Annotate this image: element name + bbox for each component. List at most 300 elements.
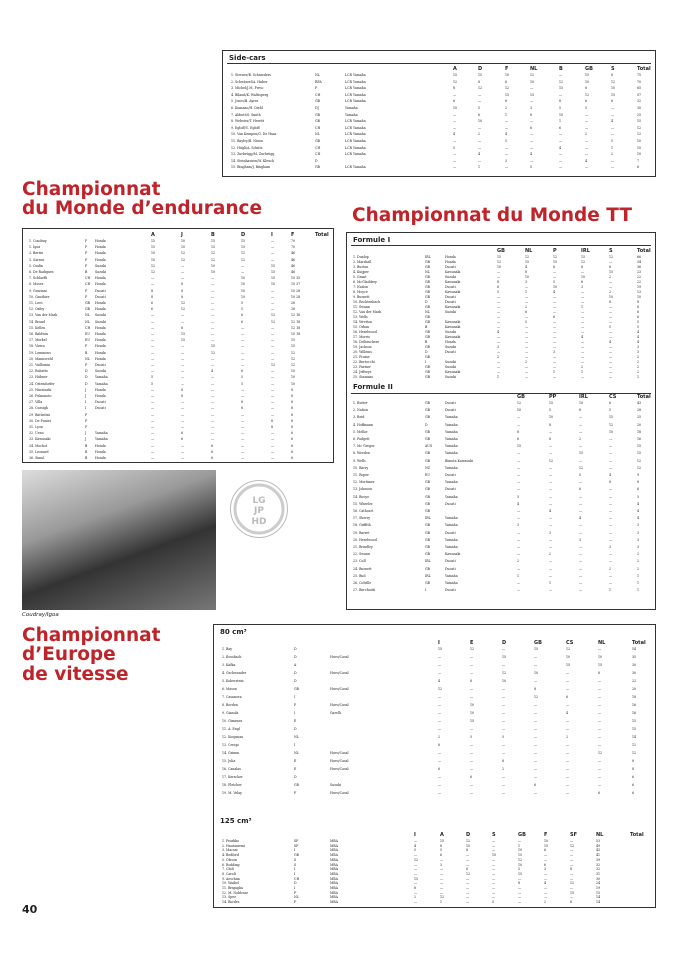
score-cell: — [241, 350, 245, 355]
total-cell: 3 [637, 545, 640, 549]
rider-name: 4. Biland/K. Waltisperg [231, 92, 269, 97]
rider-name: 14. Steinhausen/W. Kleuch [231, 158, 275, 163]
machine: Ducati [445, 285, 456, 289]
score-cell: — [440, 876, 444, 881]
machine: LCR Yamaha [345, 125, 366, 130]
score-cell: — [271, 325, 275, 330]
score-cell: — [211, 356, 215, 361]
machine: Huvo/Casal [330, 655, 349, 659]
score-cell: 8 [291, 387, 294, 392]
nationality: GB [425, 552, 430, 557]
score-cell: — [440, 881, 444, 886]
score-cell: — [517, 415, 521, 420]
score-cell: — [609, 501, 613, 506]
machine: Ducati [445, 401, 456, 405]
score-cell: — [211, 418, 215, 423]
score-cell: 5 [241, 307, 244, 312]
nationality: B [85, 270, 88, 274]
score-cell: — [525, 335, 529, 339]
score-cell: — [241, 456, 245, 460]
score-cell: — [525, 285, 529, 289]
score-cell: — [181, 319, 185, 324]
score-cell: — [241, 356, 245, 361]
score-cell: — [505, 145, 509, 150]
score-cell: — [151, 431, 155, 436]
score-cell: 8 [478, 79, 481, 84]
score-cell: 10 [291, 369, 296, 374]
rider-name: 6. Padgett [353, 437, 370, 441]
rider-name: 3. Reid [353, 415, 365, 420]
total-cell: 3 [637, 523, 640, 528]
rider-name: 10. Gauthier [29, 294, 50, 299]
rider-name: 14. Booye [353, 494, 369, 499]
score-cell: — [211, 412, 215, 417]
score-cell: — [241, 387, 245, 392]
score-cell: — [271, 239, 275, 243]
machine: Ducati [445, 295, 456, 299]
score-cell: — [579, 422, 583, 427]
nationality: D [85, 381, 88, 386]
rider-name: 21. Vuillemin [29, 363, 51, 367]
total-cell: 70 [637, 79, 642, 84]
score-cell: 4 [478, 152, 481, 157]
column-header: D [478, 66, 483, 72]
total-cell: 15 [632, 719, 637, 723]
score-cell: — [470, 687, 474, 691]
score-cell: 10 [271, 276, 276, 281]
rider-name: 13. Van der Mark [29, 313, 58, 318]
score-cell: 1 [611, 145, 614, 150]
nationality: GB [425, 375, 430, 379]
column-header: IRL [579, 394, 588, 400]
score-cell: 10 [611, 86, 616, 91]
score-cell: 15 [505, 92, 510, 97]
nationality: GB [425, 335, 430, 339]
score-cell: — [534, 743, 538, 747]
rider-name: 23. Cull [353, 559, 366, 564]
score-cell: — [241, 263, 245, 268]
score-cell: — [478, 139, 482, 143]
score-cell: — [549, 473, 553, 477]
score-cell: 53 [596, 839, 601, 843]
score-cell: 5 [579, 473, 582, 477]
score-cell: — [553, 335, 557, 339]
score-cell: — [579, 588, 583, 593]
score-cell: — [553, 345, 557, 349]
rider-name: 19. Jackson [353, 345, 372, 349]
machine: Ducati [445, 350, 456, 354]
score-cell: 10 [453, 106, 458, 110]
score-cell: 10 [518, 862, 523, 867]
column-header: Total [630, 832, 644, 838]
score-cell: 32 [596, 867, 601, 872]
nationality: D [294, 655, 297, 659]
score-cell: 8 [440, 843, 443, 848]
score-cell: 8 [181, 294, 184, 299]
score-cell: 1 [517, 573, 520, 578]
score-cell: 6 [530, 125, 533, 130]
nationality: SF [294, 843, 299, 848]
score-cell: — [581, 360, 585, 364]
score-cell: — [492, 857, 496, 862]
score-cell: — [271, 369, 275, 374]
rider-name: 5. Oudin [29, 263, 43, 268]
score-cell: — [271, 443, 275, 448]
total-cell: 1 [637, 375, 640, 379]
score-cell: — [271, 338, 275, 343]
nationality: GB [294, 853, 299, 858]
score-cell: 10 [241, 276, 246, 281]
score-cell: 8 [291, 425, 294, 429]
machine: Honda [95, 239, 106, 243]
machine: Kawasaki [445, 270, 461, 274]
score-cell: — [453, 165, 457, 170]
score-cell: 10 28 [291, 294, 301, 299]
score-cell: — [579, 501, 583, 506]
column-header: E [470, 640, 474, 646]
column-header: A [440, 832, 444, 838]
score-cell: 15 [570, 890, 575, 895]
score-cell: — [151, 425, 155, 429]
total-cell: 20 [637, 422, 642, 427]
rider-name: 11. A. Engl [222, 727, 240, 731]
score-cell: — [609, 370, 613, 374]
nationality: D [294, 775, 297, 779]
score-cell: 8 [611, 73, 614, 77]
total-cell: 6 [632, 775, 635, 779]
score-cell: — [553, 305, 557, 309]
score-cell: 14 [596, 895, 601, 900]
rider-name: 15. Orban [353, 325, 370, 329]
nationality: F [294, 900, 297, 905]
nationality: GB [425, 290, 430, 294]
score-cell: — [211, 437, 215, 442]
score-cell: — [438, 703, 442, 707]
score-cell: — [497, 320, 501, 324]
score-cell: — [181, 418, 185, 423]
score-cell: — [502, 719, 506, 723]
score-cell: — [598, 719, 602, 723]
nationality: NL [294, 735, 299, 739]
total-cell: 2 [637, 559, 640, 564]
rider-name: 17. Merkel [29, 338, 47, 343]
score-cell: — [581, 315, 585, 319]
score-cell: — [211, 338, 215, 343]
rider-name: 25. Hiwatashi [29, 387, 52, 392]
machine: LCR Yamaha [345, 79, 366, 84]
nationality: E [294, 767, 297, 771]
nationality: GB [425, 275, 430, 279]
score-cell: 15 [470, 719, 475, 723]
endurance-heading-line2: du Monde d’endurance [22, 198, 263, 220]
score-cell: 15 [241, 245, 246, 250]
rider-name: 26. Fukumoto [29, 394, 52, 398]
machine: Yamaha [445, 545, 458, 549]
rider-name: 16. Cathcart [353, 509, 374, 513]
machine: Suzuki [95, 270, 106, 274]
column-header: F [505, 66, 509, 72]
score-cell: 10 [241, 282, 246, 287]
score-cell: 2 [478, 132, 481, 137]
machine: Yamaha [95, 381, 108, 386]
score-cell: 10 [518, 848, 523, 853]
score-cell: — [609, 465, 613, 470]
score-cell: — [241, 449, 245, 454]
total-cell: 3 [637, 345, 640, 349]
score-cell: 3 [549, 530, 552, 535]
score-cell: 12 [570, 881, 575, 886]
machine: Kawasaki [445, 305, 461, 309]
rider-name: 12. Van der Mark [353, 310, 382, 314]
score-cell: 12 [470, 647, 475, 651]
score-cell: — [211, 319, 215, 324]
score-cell: 8 [181, 387, 184, 392]
nationality: F [85, 425, 88, 429]
total-cell: 4 [637, 335, 640, 339]
nationality: GB [425, 365, 430, 369]
score-cell: — [470, 663, 474, 667]
nationality: GB [425, 370, 430, 374]
rider-name: 9. Burnett [353, 295, 370, 299]
score-cell: — [549, 487, 553, 492]
column-header: P [553, 248, 557, 254]
rider-name: 8. Caroli [222, 871, 236, 876]
score-cell: 10 [181, 245, 186, 250]
total-cell: 6 [632, 783, 635, 787]
rider-name: 25. Bud [353, 573, 366, 578]
score-cell: 10 [291, 375, 296, 380]
score-cell: — [271, 245, 275, 250]
score-cell: — [598, 679, 602, 683]
machine: Huvo/Casal [330, 751, 349, 755]
score-cell: — [470, 767, 474, 771]
score-cell: — [151, 394, 155, 398]
rider-name: 8. Webster/T. Hewitt [231, 119, 265, 124]
score-cell: — [549, 465, 553, 470]
machine: Bimota Kawasaki [445, 458, 473, 463]
score-cell: — [497, 310, 501, 314]
machine: Yamaha [345, 106, 358, 110]
rider-name: 3. Bertin [29, 251, 44, 256]
score-cell: — [492, 881, 496, 886]
score-cell: 12 18 [291, 313, 301, 318]
score-cell: 15 [609, 270, 614, 274]
score-cell: 15 [271, 270, 276, 274]
tt-table [346, 232, 656, 610]
score-cell: 15 [502, 655, 507, 659]
score-cell: 5 [559, 106, 562, 110]
score-cell: — [502, 743, 506, 747]
score-cell: — [181, 425, 185, 429]
rider-name: 34. Mochot [29, 443, 48, 448]
score-cell: 4 [525, 265, 528, 269]
nationality: F [85, 294, 88, 299]
score-cell: 15 [478, 73, 483, 77]
score-cell: — [470, 743, 474, 747]
total-cell: 15 [637, 444, 642, 449]
score-cell: 10 37 [291, 282, 301, 287]
total-cell: 16 [632, 711, 637, 715]
score-cell: 12 [291, 350, 296, 355]
score-cell: — [211, 400, 215, 405]
nationality: D [85, 369, 88, 374]
machine: LCR Yamaha [345, 119, 366, 124]
score-cell: — [530, 99, 534, 104]
score-cell: 8 [271, 418, 274, 423]
score-cell: 12 [566, 647, 571, 651]
score-cell: 3 [579, 537, 582, 542]
score-cell: — [553, 365, 557, 369]
rider-name: 15. Wheeler [353, 501, 373, 506]
column-header: S [611, 66, 615, 72]
score-cell: — [440, 886, 444, 890]
score-cell: — [502, 751, 506, 755]
nationality: DJ [315, 106, 319, 110]
score-cell: — [271, 449, 275, 454]
total-cell: 2 [637, 365, 640, 369]
column-header: I [438, 640, 440, 646]
machine: Yamaha [445, 429, 458, 434]
score-cell: 15 [181, 338, 186, 343]
score-cell: — [549, 444, 553, 449]
score-cell: 12 [241, 251, 246, 256]
score-cell: — [530, 132, 534, 137]
score-cell: 4 [559, 145, 562, 150]
score-cell: — [502, 663, 506, 667]
score-cell: — [534, 663, 538, 667]
score-cell: — [570, 871, 574, 876]
score-cell: — [518, 886, 522, 890]
score-cell: 4 [579, 516, 582, 521]
score-cell: — [579, 415, 583, 420]
machine: Huvo/Casal [330, 671, 349, 675]
score-cell: 49 [596, 843, 601, 848]
rider-name: 7. Casanova [222, 695, 242, 699]
score-cell: — [492, 839, 496, 843]
column-header: GB [517, 394, 525, 400]
machine: MBA [330, 857, 338, 862]
rider-name: 1. Bay [222, 647, 233, 651]
score-cell: 1 [559, 119, 562, 124]
score-cell: 12 [579, 465, 584, 470]
rider-name: 18. Delbruckere [353, 340, 380, 344]
rider-name: 15. Bingham/J. Bingham [231, 165, 271, 170]
score-cell: — [549, 537, 553, 542]
machine: Yamaha [445, 537, 458, 542]
score-cell: — [181, 263, 185, 268]
total-cell: 1 [637, 581, 640, 585]
score-cell: — [497, 370, 501, 374]
score-cell: 6 [151, 307, 154, 312]
score-cell: 12 [478, 86, 483, 91]
score-cell: — [241, 338, 245, 343]
machine: Huvo/Casal [330, 703, 349, 707]
score-cell: 43 [596, 848, 601, 853]
nationality: GB [315, 165, 320, 170]
score-cell: 6 [570, 900, 573, 905]
machine: Huvo/Casal [330, 759, 349, 763]
score-cell: — [518, 839, 522, 843]
score-cell: — [534, 775, 538, 779]
rider-name: 9. Wells [353, 458, 366, 463]
score-cell: 8 [241, 400, 244, 405]
score-cell: 3 [505, 158, 508, 163]
score-cell: 4 [505, 132, 508, 137]
total-cell: 2 [637, 552, 640, 557]
europe-heading-line3: de vitesse [22, 663, 129, 685]
score-cell: — [609, 315, 613, 319]
rider-name: 3. Kafka [222, 663, 236, 667]
score-cell: — [530, 145, 534, 150]
score-cell: 12 [211, 350, 216, 355]
machine: Yamaha [95, 375, 108, 380]
score-cell: 4 [611, 119, 614, 124]
score-cell: 4 [566, 711, 569, 715]
score-cell: — [598, 759, 602, 763]
score-cell: 3 [609, 545, 612, 549]
column-header: S [609, 248, 613, 254]
score-cell: — [438, 719, 442, 723]
score-cell: — [609, 487, 613, 492]
total-cell: 4 [637, 340, 640, 344]
rider-name: 3. Macsai [222, 848, 238, 853]
machine: LCR Yamaha [345, 139, 366, 143]
score-cell: 12 [609, 422, 614, 427]
score-cell: — [609, 355, 613, 359]
score-cell: 2 [525, 305, 528, 309]
machine: Yamaha [445, 415, 458, 420]
rider-name: 2. Schwärzel/A. Huber [231, 79, 268, 84]
machine: Ducati [95, 363, 106, 367]
rider-name: 15. Julia [222, 759, 236, 763]
column-header: S [492, 832, 496, 838]
nationality: F [85, 412, 88, 417]
score-cell: — [505, 165, 509, 170]
score-cell: 46 [291, 270, 296, 274]
score-cell: 8 [609, 480, 612, 485]
nationality: NL [294, 895, 299, 900]
score-cell: 10 [466, 843, 471, 848]
score-cell: 10 [492, 853, 497, 858]
score-cell: 5 [241, 375, 244, 380]
nationality: AUS [425, 444, 433, 449]
machine: Suzuki [330, 783, 341, 787]
rider-name: 4. Hoffmann [353, 422, 374, 427]
total-cell: 36 [637, 265, 642, 269]
score-cell: — [598, 711, 602, 715]
score-cell: — [517, 422, 521, 427]
score-cell: — [181, 456, 185, 460]
svg-text:LG: LG [252, 496, 266, 506]
score-cell: — [585, 165, 589, 170]
total-cell: 6 [637, 315, 640, 319]
score-cell: — [579, 559, 583, 564]
nationality: I [294, 711, 296, 715]
rider-name: 25. Stamnas [353, 375, 374, 379]
score-cell: 14 [596, 900, 601, 905]
score-cell: 4 [530, 152, 533, 157]
score-cell: — [525, 340, 529, 344]
score-cell: — [453, 139, 457, 143]
score-cell: — [559, 73, 563, 77]
total-cell: 3 [637, 537, 640, 542]
score-cell: — [525, 330, 529, 334]
score-cell: — [497, 335, 501, 339]
nationality: NL [425, 270, 430, 274]
nationality: F [85, 263, 88, 268]
score-cell: 6 [585, 99, 588, 104]
score-cell: — [549, 494, 553, 499]
